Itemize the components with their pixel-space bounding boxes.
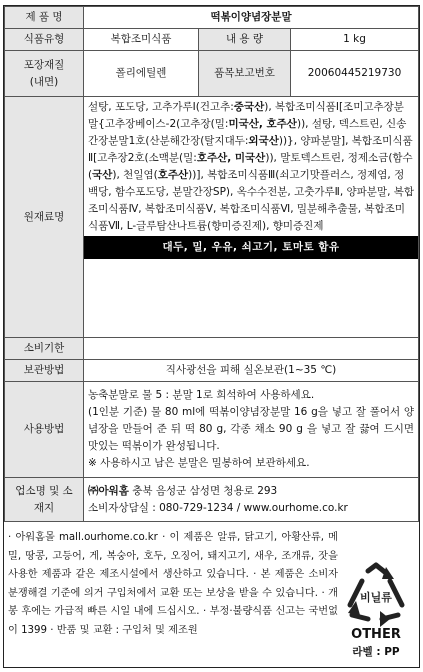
row-manufacturer: [5, 478, 419, 522]
usage-cell: [84, 382, 419, 478]
report-no-label: 품목보고번호: [199, 51, 291, 97]
report-no-value: 20060445219730: [291, 51, 419, 97]
manufacturer-label-line2: 재지: [33, 501, 55, 514]
ingredient-origin: 국산: [92, 169, 113, 181]
allergy-notice: 대두, 밀, 우유, 쇠고기, 토마토 함유: [84, 236, 418, 259]
row-usage: [5, 382, 419, 478]
product-name: 떡볶이양념장분말: [84, 7, 419, 29]
label-frame: [3, 5, 420, 668]
manufacturer-cell: [84, 478, 419, 522]
ingredient-origin: 외국산: [248, 135, 279, 147]
ingredients-text: [88, 99, 414, 235]
ingredient-segment: )), 설탕, 덱스트린, 신송간장분말1호(산분해간장(탈지대두:: [88, 118, 407, 147]
ingredient-segment: ), 천일염(: [112, 169, 158, 181]
footer-notice: [4, 525, 418, 667]
net-weight-label: 내 용 량: [199, 29, 291, 51]
recycle-material: OTHER: [351, 627, 401, 642]
food-type-value: 복합조미식품: [84, 29, 199, 51]
expiry-value: [84, 338, 419, 360]
usage-label: 사용방법: [5, 382, 84, 478]
ingredients-label: 원재료명: [5, 97, 84, 338]
footer-text: · 아워홈몰 mall.ourhome.co.kr · 이 제품은 알류, 닭고기, 아황산류, 메밀, 땅콩, 고등어, 게, 복숭아, 호두, 오징어, 돼지고기, 새우, 조개류, 잣을 사용한 제품과 같은 제조시설에서 생산하고 있습니다. · 본 제품은 소비자 분쟁해결 기준에 의거 구입처에서 교환 또는 보상을 받을 수 있습니다. · 개봉 후에는 가급적 빠른 시일 내에 드십시오. · 부정·불량식품 신고는 국번없이 1399 · 반품 및 교환 : 구입처 및 제조원: [8, 532, 338, 636]
ingredient-segment: ), 복합조미식품Ⅰ[조미고추장분말{고추장베이스-2(고추장(밀:: [88, 101, 404, 130]
ingredient-segment: 설탕, 포도당, 고추가루Ⅰ(건고추:: [88, 101, 234, 113]
ingredient-origin: 중국산: [233, 101, 265, 113]
manufacturer-label-line1: 업소명 및 소: [15, 484, 73, 497]
row-product-name: [5, 7, 419, 29]
ingredients-cell: [84, 97, 419, 338]
packaging-label: [5, 51, 84, 97]
usage-line-2: (1인분 기준) 물 80 ml에 떡볶이양념장분말 16 g을 넣고 잘 풀어서 양념장을 만들어 준 뒤 떡 80 g, 각종 채소 90 g 을 넣고 잘 끓여 드시면 맛있는 떡볶이가 완성됩니다.: [88, 406, 415, 452]
ingredient-segment: ))], 복합조미식품Ⅲ(쇠고기맛플러스, 정제염, 정백당, 함수포도당, 분말간장SP), 옥수수전분, 고춧가루Ⅱ, 양파분말, 복합조미식품Ⅳ, 복합조미식품Ⅴ, 복합조미식품Ⅵ, 밀분해추출물, 복합조미식품Ⅶ, L-글루탐산나트륨(향미증진제), 향미증진제: [88, 169, 415, 232]
ingredient-origin: 호주산, 미국산: [196, 152, 266, 164]
ingredient-segment: )), 말토덱스트린, 정제소금(함수(: [88, 152, 413, 181]
packaging-label-line2: (내면): [29, 75, 59, 88]
manufacturer-line: [88, 483, 414, 500]
packaging-label-line1: 포장재질: [23, 58, 65, 71]
ingredient-segment: ))}, 양파분말], 복합조미식품Ⅱ[고추장2호(소맥분(밀:: [88, 135, 413, 164]
storage-value: 직사광선을 피해 실온보관(1~35 ℃): [84, 360, 419, 382]
manufacturer-address: 충북 음성군 삼성면 청용로 293: [128, 484, 278, 497]
food-type-label: 식품유형: [5, 29, 84, 51]
recycle-mark-text: 비닐류: [360, 591, 392, 604]
storage-label: 보관방법: [5, 360, 84, 382]
manufacturer-name: ㈜아워홈: [88, 484, 129, 497]
manufacturer-label: [5, 478, 84, 522]
row-food-type: [5, 29, 419, 51]
row-storage: [5, 360, 419, 382]
product-info-table: [4, 6, 419, 522]
recycle-label-pp: 라벨 : PP: [352, 646, 400, 658]
recycle-triangle-icon: [342, 561, 410, 629]
usage-line-1: 농축분말로 물 5 : 분말 1로 희석하여 사용하세요.: [88, 389, 315, 401]
expiry-label: 소비기한: [5, 338, 84, 360]
ingredient-origin: 호주산: [157, 169, 189, 181]
recycle-mark: [342, 561, 410, 661]
usage-line-3: ※ 사용하시고 남은 분말은 밀봉하여 보관하세요.: [88, 457, 310, 469]
row-packaging: [5, 51, 419, 97]
ingredient-origin: 미국산, 호주산: [228, 118, 297, 130]
row-ingredients: [5, 97, 419, 338]
consumer-line: 소비자상담실 : 080-729-1234 / www.ourhome.co.kr: [88, 501, 348, 514]
packaging-value: 폴리에틸렌: [84, 51, 199, 97]
row-expiry: [5, 338, 419, 360]
net-weight-value: 1 kg: [291, 29, 419, 51]
product-name-label: 제 품 명: [5, 7, 84, 29]
